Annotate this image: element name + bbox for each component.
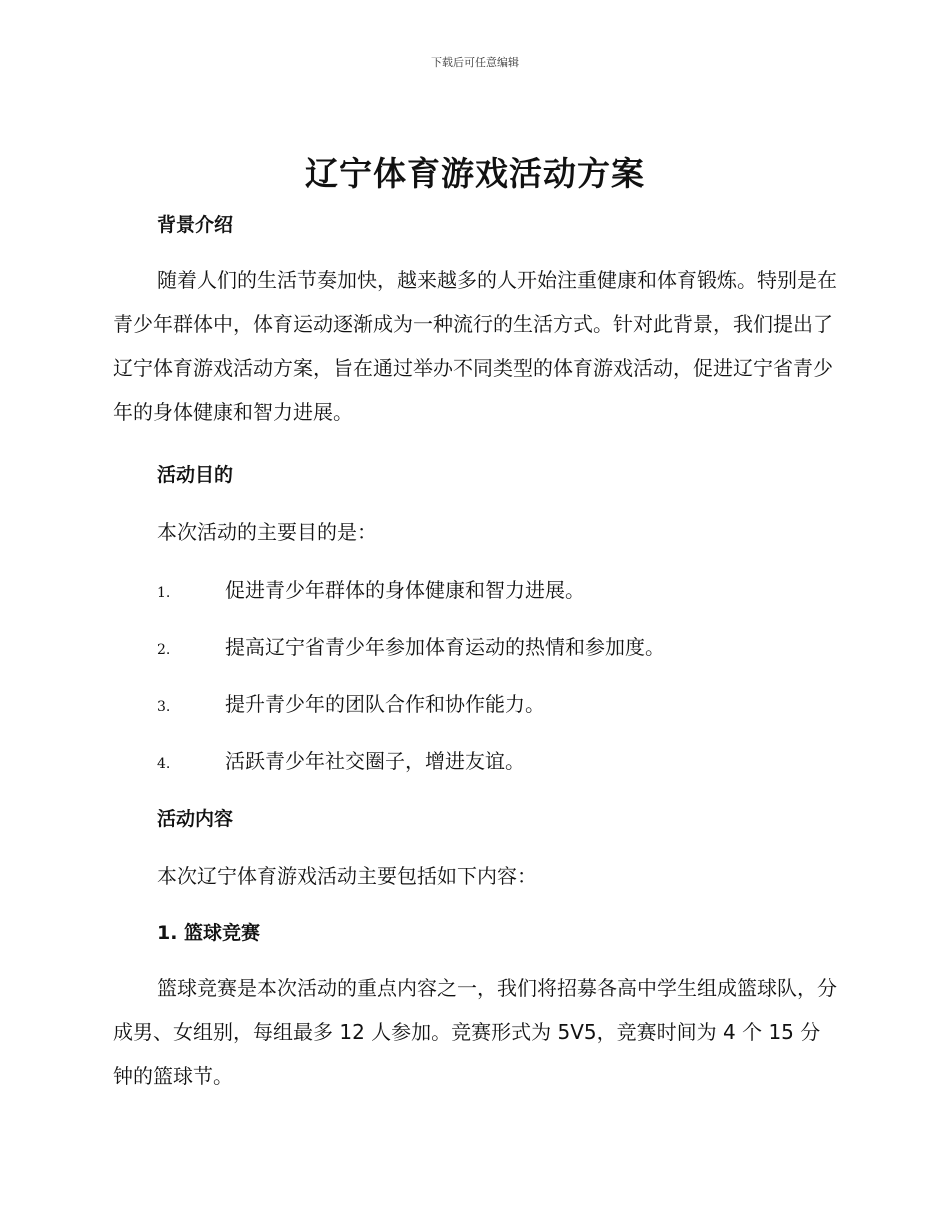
heading-background: 背景介绍 [157, 214, 234, 236]
paragraph-basketball: 篮球竞赛是本次活动的重点内容之一，我们将招募各高中学生组成篮球队，分成男、女组别，每组最多 12 人参加。竞赛形式为 5V5，竞赛时间为 4 个 15 分钟的篮球节。 [113, 976, 837, 1088]
list-item [157, 631, 857, 660]
list-item [157, 745, 857, 774]
document-title: 辽宁体育游戏活动方案 [305, 154, 645, 193]
list-item [157, 574, 857, 603]
heading-purpose: 活动目的 [157, 464, 234, 486]
list-item [157, 688, 857, 717]
purpose-intro: 本次活动的主要目的是： [157, 520, 377, 544]
list-text: 提升青少年的团队合作和协作能力。 [225, 692, 545, 716]
list-text: 促进青少年群体的身体健康和智力进展。 [225, 578, 585, 602]
list-number: 4. [157, 756, 171, 772]
header-note: 下载后可任意编辑 [431, 56, 519, 69]
subheading-basketball: 1. 篮球竞赛 [157, 922, 261, 944]
heading-content: 活动内容 [157, 808, 234, 830]
content-intro: 本次辽宁体育游戏活动主要包括如下内容： [157, 864, 537, 888]
list-number: 2. [157, 642, 171, 658]
paragraph-background: 随着人们的生活节奏加快，越来越多的人开始注重健康和体育锻炼。特别是在青少年群体中，体育运动逐渐成为一种流行的生活方式。针对此背景，我们提出了辽宁体育游戏活动方案，旨在通过举办不同类型的体育游戏活动，促进辽宁省青少年的身体健康和智力进展。 [113, 268, 837, 424]
list-number: 1. [157, 585, 171, 601]
list-number: 3. [157, 699, 171, 715]
list-text: 提高辽宁省青少年参加体育运动的热情和参加度。 [225, 635, 665, 659]
list-text: 活跃青少年社交圈子，增进友谊。 [225, 749, 525, 773]
